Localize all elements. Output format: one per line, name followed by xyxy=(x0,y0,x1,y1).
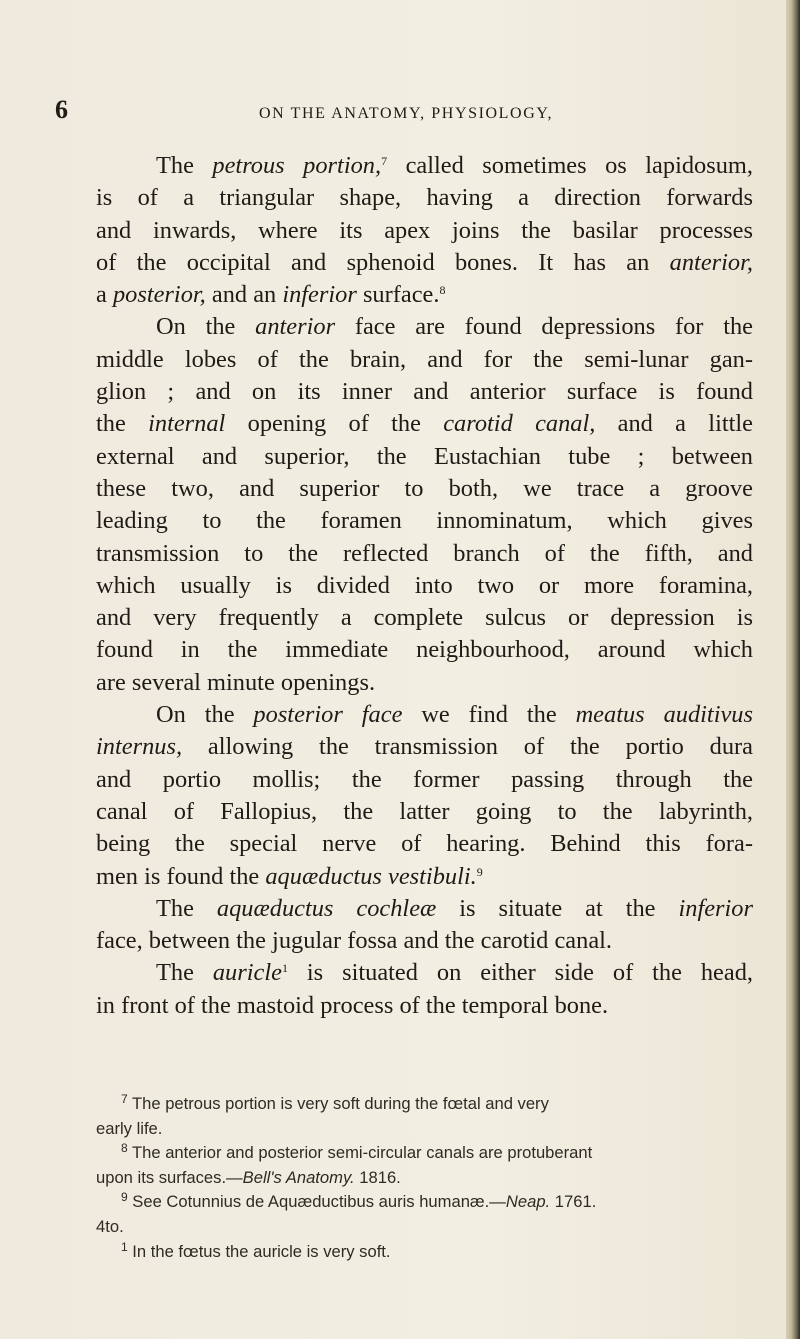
footnote-ref: 8 xyxy=(439,283,446,298)
text-line: these two, and superior to both, we trace a groove xyxy=(96,474,753,502)
text-line: transmission to the reflected branch of the fifth, and xyxy=(96,539,753,567)
text-line: are several minute openings. xyxy=(96,668,376,696)
text-line: in front of the mastoid process of the temporal bone. xyxy=(96,991,609,1019)
footnote-ref: 7 xyxy=(381,154,388,168)
text-line: men is found the aquæductus vestibuli.$^9$ xyxy=(96,862,483,890)
page-edge xyxy=(786,0,800,1339)
text-line: the internal opening of the carotid canal, and a little xyxy=(96,410,753,438)
footnote-ref: 1 xyxy=(281,961,288,976)
footnote-9-cont: 4to. xyxy=(96,1216,124,1236)
text-line: internus, allowing the transmission of the portio dura xyxy=(96,733,753,761)
text-line: The petrous portion,$^7$ called sometimes os lapidosum, xyxy=(156,152,753,179)
body-text xyxy=(96,150,753,1022)
text-line: The aquæductus cochleæ is situate at the inferior xyxy=(156,894,753,922)
page-number: 6 xyxy=(55,95,68,124)
footnotes xyxy=(96,1092,753,1264)
running-head: ON THE ANATOMY, PHYSIOLOGY, xyxy=(259,105,554,122)
page-header xyxy=(55,95,735,135)
text-line: of the occipital and sphenoid bones. It has an anterior, xyxy=(96,248,753,276)
footnote-8-cont: upon its surfaces.—Bell's Anatomy. 1816. xyxy=(96,1167,401,1187)
text-line: face, between the jugular fossa and the carotid canal. xyxy=(96,927,613,955)
text-line: external and superior, the Eustachian tube ; between xyxy=(96,442,753,470)
text-line: and portio mollis; the former passing through the xyxy=(96,765,753,793)
text-line: which usually is divided into two or more foramina, xyxy=(96,571,753,599)
text-line: On the posterior face we find the meatus auditivus xyxy=(156,701,753,729)
footnote-9: $^9$ See Cotunnius de Aquæductibus auris humanæ.—Neap. 1761. xyxy=(121,1190,597,1212)
footnote-1: $^1$ In the fœtus the auricle is very soft. xyxy=(121,1239,391,1261)
text-line: found in the immediate neighbourhood, around which xyxy=(96,636,753,664)
footnote-8: $^8$ The anterior and posterior semi-circular canals are protuberant xyxy=(121,1141,593,1163)
footnote-7: $^7$ The petrous portion is very soft during the fœtal and very xyxy=(121,1092,549,1113)
text-line: glion ; and on its inner and anterior surface is found xyxy=(96,378,753,406)
text-line: On the anterior face are found depressions for the xyxy=(156,313,753,341)
text-line: and very frequently a complete sulcus or depression is xyxy=(96,604,753,632)
text-line: leading to the foramen innominatum, which gives xyxy=(96,507,753,535)
text-line: a posterior, and an inferior surface.$^8$ xyxy=(96,281,446,309)
text-line: The auricle$^1$ is situated on either side of the head, xyxy=(156,959,753,987)
text-line: being the special nerve of hearing. Behind this fora- xyxy=(96,830,753,858)
text-line: and inwards, where its apex joins the basilar processes xyxy=(96,216,753,244)
footnote-7-cont: early life. xyxy=(96,1118,163,1138)
text-line: is of a triangular shape, having a direction forwards xyxy=(96,184,753,212)
footnote-ref: 9 xyxy=(476,864,483,879)
text-line: middle lobes of the brain, and for the semi-lunar gan- xyxy=(96,345,753,373)
text-line: canal of Fallopius, the latter going to the labyrinth, xyxy=(96,797,753,825)
